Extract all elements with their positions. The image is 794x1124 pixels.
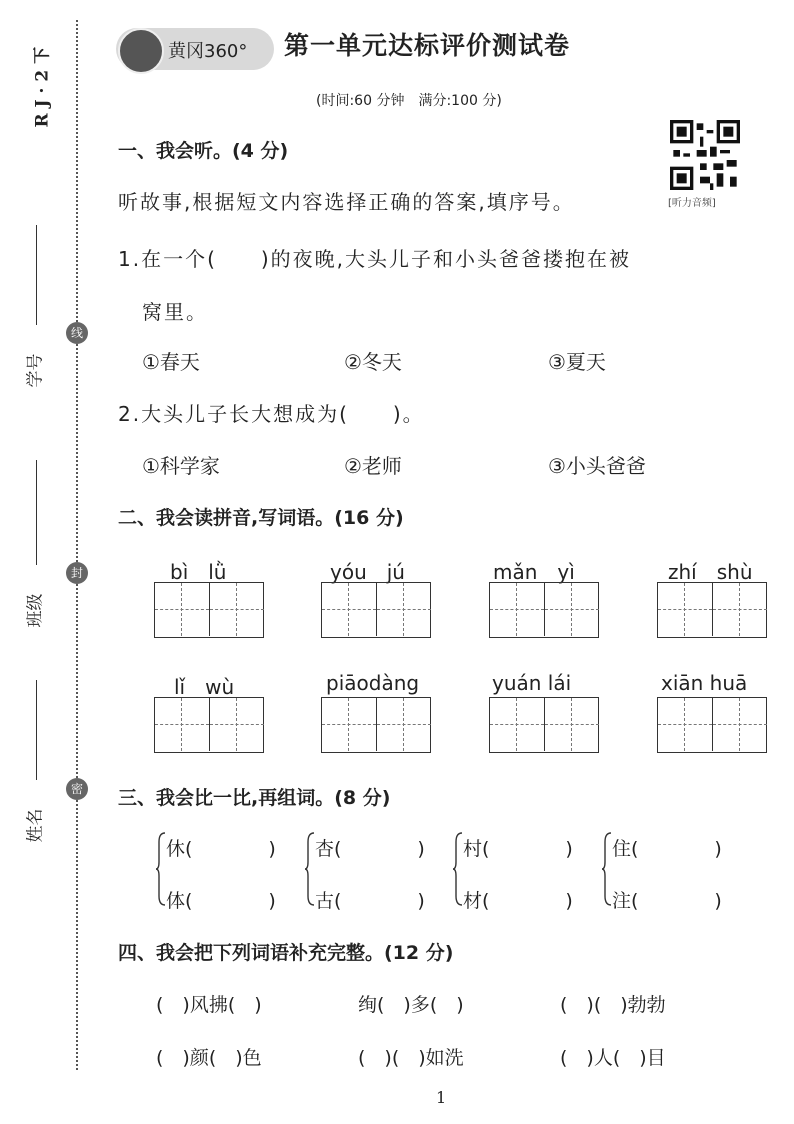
writing-grid[interactable] <box>154 697 264 753</box>
writing-grid[interactable] <box>657 697 767 753</box>
compare-word-bottom[interactable]: 古( ) <box>315 890 425 912</box>
question2-text: 2.大头儿子长大想成为( )。 <box>118 402 425 426</box>
writing-grid[interactable] <box>154 582 264 638</box>
writing-grid[interactable] <box>657 582 767 638</box>
pinyin-label: zhí shù <box>668 560 753 584</box>
compare-pair <box>305 832 455 912</box>
compare-pair <box>156 832 306 912</box>
writing-grid[interactable] <box>321 582 431 638</box>
page-title: 第一单元达标评价测试卷 <box>284 31 571 60</box>
compare-pair <box>602 832 752 912</box>
section1-instruction: 听故事,根据短文内容选择正确的答案,填序号。 <box>118 190 575 214</box>
section4-heading: 四、我会把下列词语补充完整。(12 分) <box>118 942 454 964</box>
brace-icon <box>156 832 166 906</box>
writing-grid[interactable] <box>489 697 599 753</box>
compare-word-top[interactable]: 杏( ) <box>315 838 425 860</box>
brand-name: 黄冈360° <box>168 41 248 62</box>
compare-word-top[interactable]: 休( ) <box>166 838 276 860</box>
edition-label: R J · 2 下 <box>32 46 53 128</box>
binding-mark-secret: 密 <box>66 778 88 800</box>
compare-word-bottom[interactable]: 材( ) <box>463 890 573 912</box>
pinyin-label: bì lǜ <box>170 560 227 584</box>
brace-icon <box>602 832 612 906</box>
compare-word-top[interactable]: 村( ) <box>463 838 573 860</box>
question1-text-cont: 窝里。 <box>142 300 208 324</box>
idiom-fill-item[interactable]: ( )颜( )色 <box>156 1047 262 1069</box>
brand-logo-icon <box>118 28 164 74</box>
class-label: 班级 <box>25 593 46 628</box>
qr-caption: [听力音频] <box>668 198 716 209</box>
pinyin-label: lǐ wù <box>174 675 235 699</box>
name-blank[interactable] <box>36 680 37 780</box>
pinyin-label: piāodàng <box>326 671 420 695</box>
section1-heading: 一、我会听。(4 分) <box>118 140 289 162</box>
writing-grid[interactable] <box>489 582 599 638</box>
binding-mark-seal: 封 <box>66 562 88 584</box>
name-label: 姓名 <box>25 808 46 843</box>
brace-icon <box>453 832 463 906</box>
compare-pair <box>453 832 603 912</box>
writing-grid[interactable] <box>321 697 431 753</box>
class-blank[interactable] <box>36 460 37 565</box>
pinyin-label: yuán lái <box>492 671 572 695</box>
student-id-label: 学号 <box>25 353 46 388</box>
idiom-fill-item[interactable]: ( )风拂( ) <box>156 994 262 1016</box>
section2-heading: 二、我会读拼音,写词语。(16 分) <box>118 507 404 529</box>
pinyin-label: yóu jú <box>330 560 405 584</box>
idiom-fill-item[interactable]: ( )( )勃勃 <box>560 994 666 1016</box>
pinyin-label: mǎn yì <box>493 560 575 584</box>
q2-option-1[interactable]: ①科学家 <box>142 454 220 478</box>
compare-word-bottom[interactable]: 体( ) <box>166 890 276 912</box>
exam-meta: (时间:60 分钟 满分:100 分) <box>316 93 502 109</box>
q2-option-2[interactable]: ②老师 <box>344 454 402 478</box>
idiom-fill-item[interactable]: 绚( )多( ) <box>358 994 464 1016</box>
q2-option-3[interactable]: ③小头爸爸 <box>548 454 646 478</box>
idiom-fill-item[interactable]: ( )( )如洗 <box>358 1047 464 1069</box>
binding-mark-line: 线 <box>66 322 88 344</box>
q1-option-3[interactable]: ③夏天 <box>548 350 606 374</box>
compare-word-top[interactable]: 住( ) <box>612 838 722 860</box>
idiom-fill-item[interactable]: ( )人( )目 <box>560 1047 666 1069</box>
student-id-blank[interactable] <box>36 225 37 325</box>
q1-option-2[interactable]: ②冬天 <box>344 350 402 374</box>
section3-heading: 三、我会比一比,再组词。(8 分) <box>118 787 391 809</box>
compare-word-bottom[interactable]: 注( ) <box>612 890 722 912</box>
pinyin-label: xiān huā <box>661 671 748 695</box>
brace-icon <box>305 832 315 906</box>
qr-code-icon[interactable] <box>670 120 740 190</box>
page-number: 1 <box>436 1088 447 1107</box>
question1-text: 1.在一个( )的夜晚,大头儿子和小头爸爸搂抱在被 <box>118 247 632 271</box>
binding-dotted-line <box>76 20 78 1070</box>
q1-option-1[interactable]: ①春天 <box>142 350 200 374</box>
